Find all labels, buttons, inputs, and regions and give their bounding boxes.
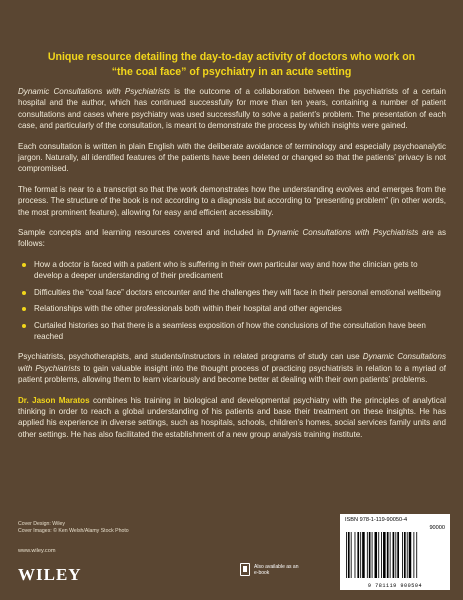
paragraph-intro-text: is the outcome of a collaboration between the psychiatrists of a certain hospital and the author, which has continued successfully for more than ten years, containing a number of patient consultations and cases where psychiatry was used successfully to solve a patient’s problem. The presentation of each case, and particularly of the consultation, is meant to demonstrate the process by which insights were gained. (18, 87, 446, 131)
list-item-text: How a doctor is faced with a patient who is suffering in their own particular way and how the clinician gets to develop a deeper understanding of their predicament (34, 259, 418, 281)
cover-credits (18, 521, 129, 535)
author-bio (18, 395, 446, 441)
bullet-icon (22, 324, 26, 328)
publisher-website: www.wiley.com (18, 548, 56, 554)
ebook-icon (240, 563, 250, 576)
description (18, 86, 446, 449)
author-name: Dr. Jason Maratos (18, 395, 90, 405)
isbn-row (345, 517, 445, 523)
paragraph-intro (18, 86, 446, 132)
list-item-text: Relationships with the other professionals both within their hospital and other agencies (34, 304, 342, 314)
cover-images-credit: Cover Images: © Ken Welsh/Alamy Stock Photo (18, 528, 129, 534)
book-title-italic: Dynamic Consultations with Psychiatrists (18, 352, 446, 373)
list-item (18, 320, 446, 343)
wiley-logo: WILEY (18, 565, 82, 584)
barcode-digits: 9 781119 900504 (367, 583, 423, 589)
concepts-lead-text: Sample concepts and learning resources covered and included in (18, 228, 268, 238)
paragraph-concepts-lead (18, 227, 446, 250)
author-bio-text: combines his training in biological and developmental psychiatry with the principles of analytical thinking in order to reach a global understanding of his patients and base their treatment on these insights. He has applied his experience in diverse settings, such as hospitals, schools, children’s homes, social services family units and other settings. He has also facilitated the establishment of a new group analysis training institute. (18, 395, 446, 439)
list-item (18, 287, 446, 298)
concepts-tail-text: are as follows: (18, 228, 446, 249)
headline: Unique resource detailing the day-to-day activity of doctors who work on “the coal face” of psychiatry in an acute setting (47, 51, 416, 78)
bullet-icon (22, 291, 26, 295)
isbn-text: ISBN 978-1-119-90050-4 (345, 517, 408, 523)
ebook-badge (240, 563, 300, 576)
bullet-icon (22, 263, 26, 267)
ebook-note: Also available as an e-book (254, 563, 299, 576)
audience-lead-text: Psychiatrists, psychotherapists, and students/instructors in related programs of study can use (18, 352, 363, 362)
cover-design-credit: Cover Design: Wiley (18, 521, 65, 527)
list-item-text: Curtailed histories so that there is a seamless exposition of how the conclusions of the consultation have been reached (34, 320, 426, 341)
paragraph-audience (18, 351, 446, 385)
list-item-text: Difficulties the “coal face” doctors encounter and the challenges they will face in their personal emotional wellbeing (34, 287, 441, 297)
concepts-list (18, 259, 446, 342)
paragraph-plain-english: Each consultation is written in plain English with the deliberate avoidance of terminology and especially psychoanalytic jargon. Naturally, all identified features of the patients have been deleted or changed so that the patients’ privacy is not compromised. (18, 141, 446, 174)
audience-tail-text: to gain valuable insight into the thought process of practicing psychiatrists in relation to a myriad of patient problems, allowing them to learn vicariously and become better at dealing with their own patients’ problems. (18, 363, 446, 385)
paragraph-format: The format is near to a transcript so that the work demonstrates how the understanding evolves and emerges from the process. The structure of the book is not according to a diagnosis but according to “presenting problem” (in other words, the most prominent feature), allowing for easy and efficient accessibility. (18, 184, 446, 217)
price-code: 90000 (429, 525, 445, 531)
list-item (18, 259, 446, 282)
list-item (18, 303, 446, 314)
book-title-italic: Dynamic Consultations with Psychiatrists (267, 228, 419, 238)
barcode-icon (345, 532, 445, 578)
barcode-panel (340, 514, 450, 590)
book-title-italic: Dynamic Consultations with Psychiatrists (18, 87, 171, 96)
bullet-icon (22, 307, 26, 311)
